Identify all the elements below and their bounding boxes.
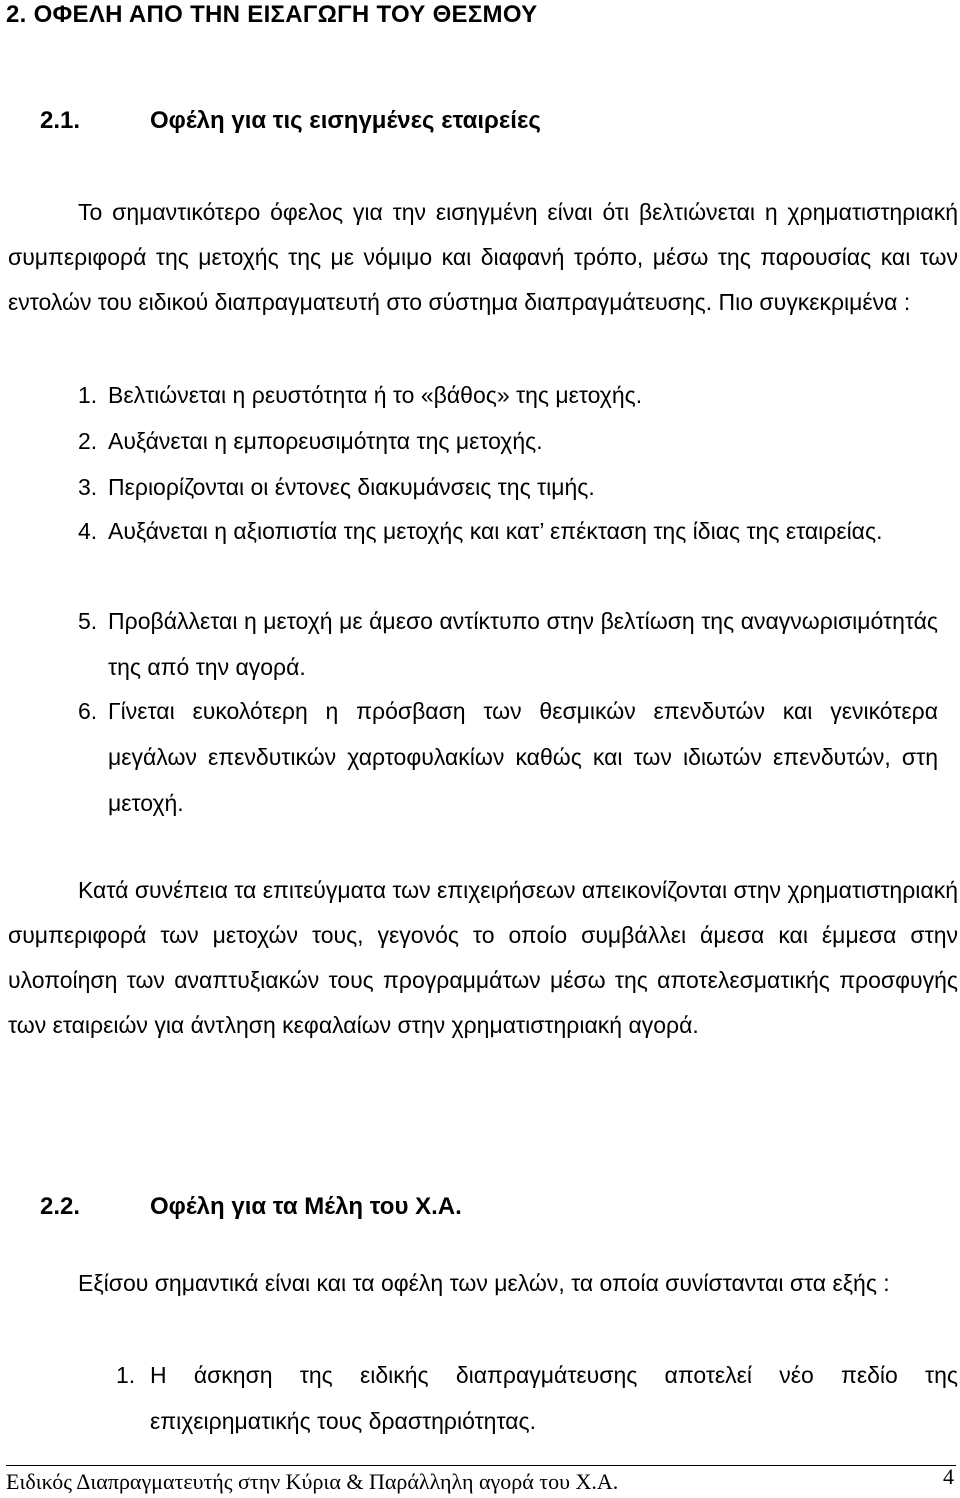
list-item: 5. Προβάλλεται η μετοχή με άμεσο αντίκτυπο στην βελτίωση της αναγνωρισιμότητάς της από την αγορά.	[78, 608, 938, 680]
conclusion-paragraph: Κατά συνέπεια τα επιτεύγματα των επιχειρήσεων απεικονίζονται στην χρηματιστηριακή συμπεριφορά των μετοχών τους, γεγονός το οποίο συμβάλλει άμεσα και έμμεσα στην υλοποίηση των αναπτυξιακών τους προγραμμάτων μέσω της αποτελεσματικής προσφυγής των εταιρειών για άντληση κεφαλαίων στην χρηματιστηριακή αγορά.	[8, 877, 958, 1038]
list-item: 3. Περιορίζονται οι έντονες διακυμάνσεις της τιμής.	[78, 474, 595, 500]
list-item: 1. Η άσκηση της ειδικής διαπραγμάτευσης αποτελεί νέο πεδίο της επιχειρηματικής τους δραστηριότητας.	[116, 1362, 958, 1434]
list-item: 1. Βελτιώνεται η ρευστότητα ή το «βάθος» της μετοχής.	[78, 382, 643, 408]
list-item: 6. Γίνεται ευκολότερη η πρόσβαση των θεσμικών επενδυτών και γενικότερα μεγάλων επενδυτικών χαρτοφυλακίων καθώς και των ιδιωτών επενδυτών, στη μετοχή.	[78, 698, 938, 816]
chapter-heading: 2. ΟΦΕΛΗ ΑΠΟ ΤΗΝ ΕΙΣΑΓΩΓΗ ΤΟΥ ΘΕΣΜΟΥ	[6, 1, 538, 28]
section-number: 2.1.	[40, 107, 81, 134]
section-title: Οφέλη για τα Μέλη του Χ.Α.	[150, 1193, 462, 1220]
list-item: 2. Αυξάνεται η εμπορευσιμότητα της μετοχής.	[78, 428, 543, 454]
page-number: 4	[943, 1464, 954, 1489]
intro-paragraph: Εξίσου σημαντικά είναι και τα οφέλη των μελών, τα οποία συνίστανται στα εξής :	[78, 1270, 890, 1296]
section-number: 2.2.	[40, 1193, 81, 1220]
footer-divider	[6, 1465, 956, 1466]
footer-text: Ειδικός Διαπραγματευτής στην Κύρια & Παράλληλη αγορά του Χ.Α.	[6, 1469, 619, 1494]
section-title: Οφέλη για τις εισηγμένες εταιρείες	[150, 107, 541, 134]
list-item: 4. Αυξάνεται η αξιοπιστία της μετοχής και κατ’ επέκταση της ίδιας της εταιρείας.	[78, 518, 883, 544]
intro-paragraph: Το σημαντικότερο όφελος για την εισηγμένη είναι ότι βελτιώνεται η χρηματιστηριακή συμπεριφορά της μετοχής της με νόμιμο και διαφανή τρόπο, μέσω της παρουσίας και των εντολών του ειδικού διαπραγματευτή στο σύστημα διαπραγμάτευσης. Πιο συγκεκριμένα :	[8, 199, 958, 315]
